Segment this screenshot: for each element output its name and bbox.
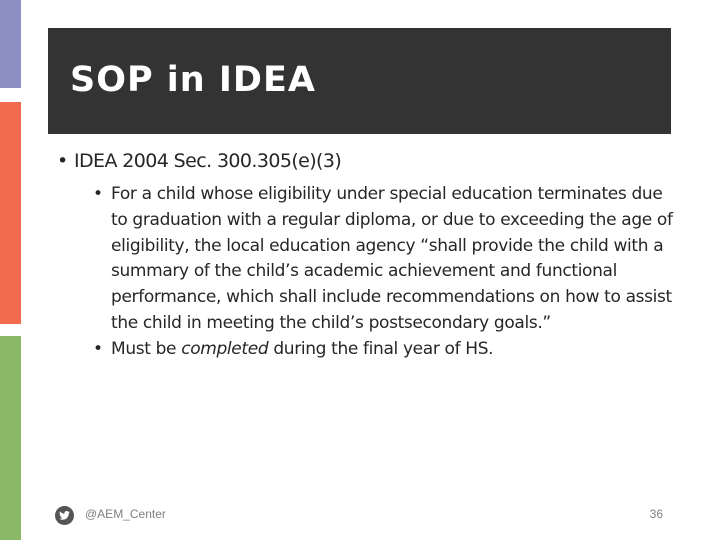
- accent-bar-green: [0, 336, 21, 540]
- title-box: [48, 28, 671, 134]
- sub-bullet-timing: [93, 337, 673, 363]
- page-number: 36: [649, 507, 663, 521]
- bullet-dot: •: [93, 184, 103, 204]
- accent-bar-purple: [0, 0, 21, 88]
- bullet-idea-section: [57, 147, 341, 175]
- sub-bullet-list: [93, 182, 673, 363]
- twitter-bird-icon: [55, 506, 74, 525]
- sub-bullet-text-before: Must be: [111, 338, 182, 359]
- sub-bullet-text-after: during the final year of HS.: [268, 338, 494, 359]
- slide-title: SOP in IDEA: [70, 60, 316, 100]
- bullet-dot: •: [57, 150, 68, 172]
- accent-bar-orange: [0, 102, 21, 324]
- bullet-dot: •: [93, 338, 103, 359]
- sub-bullet-text: For a child whose eligibility under special education terminates due to graduation with a regular diploma, or due to exceeding the age of eligibility, the local education agency “shall provide the child with a summary of the child’s academic achievement and functional performance, which shall include recommendations on how to assist the child in meeting the child’s postsecondary goals.”: [111, 184, 673, 333]
- twitter-handle: @AEM_Center: [85, 507, 166, 521]
- sub-bullet-emphasis: completed: [181, 338, 269, 359]
- sub-bullet-summary: [93, 182, 673, 337]
- bullet-text: IDEA 2004 Sec. 300.305(e)(3): [74, 150, 342, 172]
